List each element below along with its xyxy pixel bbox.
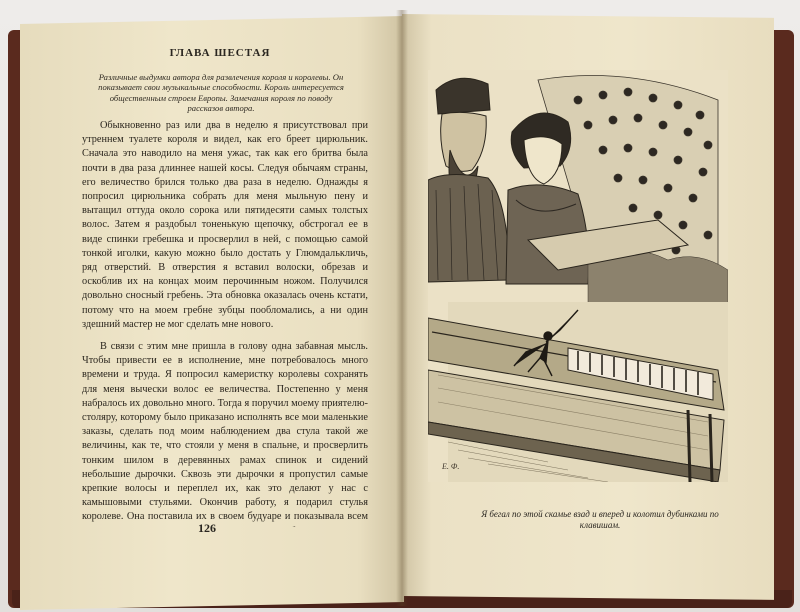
book-gutter xyxy=(396,10,408,606)
paragraph: Обыкновенно раз или два в неделю я присутствовал при утреннем туалете короля и видел, как его бреет цирюльник. Сначала это наводило на меня ужас, так как его бритва была почти в два раза длиннее нашей косы. Следуя обычаям страны, его величество брился только два раза в неделю. Однажды я попросил цирюльника собрать для меня мыльную пену и вытащил оттуда около сорока или пятидесяти самых толстых волос. Затем я раздобыл тоненькую щепочку, обстрогал ее в виде спинки гребешка и просверлил в ней, с помощью самой тонкой иголки, какую можно было достать у Глюмдалькличь, ряд отверстий. В отверстия я вставил волоски, обрезав и оскоблив их на концах моим перочинным ножом. Получился довольно сносный гребень. Эта обновка оказалась очень кстати, потому что на моем гребне зубцы пообломались, а ни один здешний мастер не мог сделать мне нового. xyxy=(82,120,368,330)
chapter-title: ГЛАВА ШЕСТАЯ xyxy=(169,47,271,59)
engraving-illustration xyxy=(428,70,728,482)
body-text xyxy=(82,119,368,527)
paragraph: В связи с этим мне пришла в голову одна забавная мысль. Чтобы привести ее в исполнение, мне потребовалось много времени и труда. Я попросил камеристку королевы сохранять для меня вычески волос ее величества. Постепенно у меня набралось их довольно много. Тогда я поручил моему приятелю-столяру, которому было приказано исполнять все мои маленькие заказы, сделать под моим наблюдением два стула такой же величины, как те, что стояли у меня в спальне, и просверлить тонким шилом в деревянных рамах спинок и сидений небольшие дырочки. Сквозь эти дырочки я пропустил самые крепкие волосы и переплел их, как это делают у нас с камышовыми стульями. Окончив работу, я подарил стулья королеве. Она поставила их в своем будуаре и показывала всем xyxy=(82,341,368,523)
artist-signature: Е. Ф. xyxy=(442,462,460,471)
page-number: 126 xyxy=(198,521,216,535)
chapter-summary: Различные выдумки автора для развлечения короля и королевы. Он показывает свои музыкальные способности. Король интересуется общественным строем Европы. Замечания короля по поводу рассказов автора. xyxy=(98,72,344,113)
illustration-caption: Я бегал по этой скамье взад и вперед и колотил дубинками по клавишам. xyxy=(481,509,719,530)
